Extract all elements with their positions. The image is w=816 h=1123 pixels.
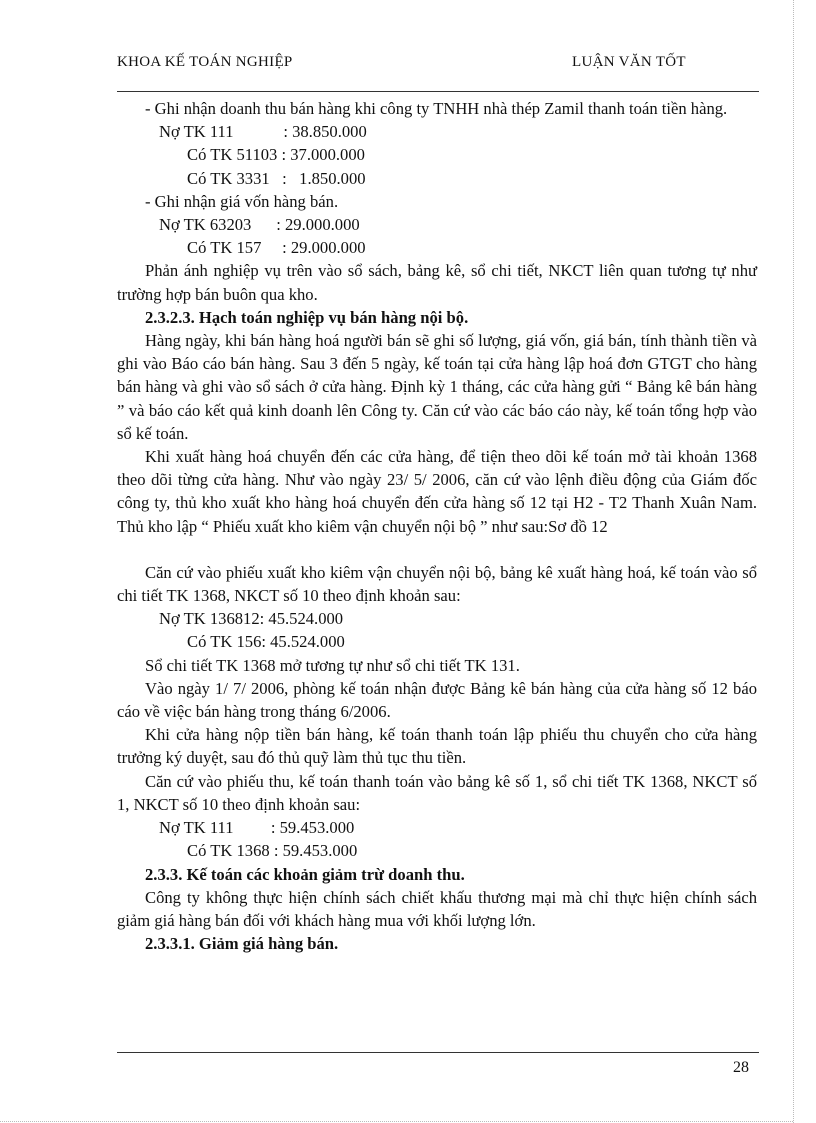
paragraph: Căn cứ vào phiếu thu, kế toán thanh toán vào bảng kê số 1, sổ chi tiết TK 1368, NKCT số 1, NKCT số 10 theo định khoản sau: xyxy=(117,771,757,814)
header-divider xyxy=(117,91,759,92)
diagram-placeholder-space xyxy=(117,538,757,561)
journal-entry-debit: Nợ TK 111 : 59.453.000 xyxy=(159,818,355,838)
paragraph: Công ty không thực hiện chính sách chiết khấu thương mại mà chỉ thực hiện chính sách giảm giá hàng bán đối với khách hàng mua với khối lượng lớn. xyxy=(117,887,757,930)
paragraph: - Ghi nhận giá vốn hàng bán. xyxy=(145,191,339,211)
footer-divider xyxy=(117,1052,759,1053)
journal-entry-credit: Có TK 1368 : 59.453.000 xyxy=(187,841,358,861)
page-edge-right xyxy=(793,0,794,1123)
paragraph: Sổ chi tiết TK 1368 mở tương tự như sổ chi tiết TK 131. xyxy=(145,655,520,675)
paragraph: Hàng ngày, khi bán hàng hoá người bán sẽ ghi số lượng, giá vốn, giá bán, tính thành tiền và ghi vào Báo cáo bán hàng. Sau 3 đến 5 ngày, kế toán tại cửa hàng lập hoá đơn GTGT cho hàng bán hàng và ghi vào sổ sách ở cửa hàng. Định kỳ 1 tháng, các cửa hàng gửi “ Bảng kê bán hàng ” và báo cáo kết quả kinh doanh lên Công ty. Căn cứ vào các báo cáo này, kế toán tổng hợp vào sổ kế toán. xyxy=(117,331,757,443)
document-body xyxy=(117,97,757,955)
journal-entry-credit: Có TK 51103 : 37.000.000 xyxy=(187,145,365,165)
journal-entry-debit: Nợ TK 136812: 45.524.000 xyxy=(159,609,344,629)
paragraph: Vào ngày 1/ 7/ 2006, phòng kế toán nhận được Bảng kê bán hàng của cửa hàng số 12 báo cáo về việc bán hàng trong tháng 6/2006. xyxy=(117,678,757,722)
journal-entry-debit: Nợ TK 111 : 38.850.000 xyxy=(159,122,367,142)
journal-entry-credit: Có TK 156: 45.524.000 xyxy=(187,632,345,652)
paragraph: Căn cứ vào phiếu xuất kho kiêm vận chuyển nội bộ, bảng kê xuất hàng hoá, kế toán vào sổ chi tiết TK 1368, NKCT số 10 theo định khoản sau: xyxy=(117,562,757,606)
subsection-heading: 2.3.3.1. Giảm giá hàng bán. xyxy=(145,934,339,954)
paragraph: Khi cửa hàng nộp tiền bán hàng, kế toán thanh toán lập phiếu thu chuyển cho cửa hàng trưởng ký duyệt, sau đó thủ quỹ làm thủ tục thu tiền. xyxy=(117,725,757,768)
page-edge-bottom xyxy=(0,1121,793,1122)
journal-entry-credit: Có TK 3331 : 1.850.000 xyxy=(187,168,366,188)
header-thesis-label: LUẬN VĂN TỐT xyxy=(572,54,686,70)
paragraph: Khi xuất hàng hoá chuyển đến các cửa hàng, để tiện theo dõi kế toán mở tài khoản 1368 theo dõi từng cửa hàng. Như vào ngày 23/ 5/ 2006, căn cứ vào lệnh điều động của Giám đốc công ty, thủ kho xuất kho hàng hoá chuyển đến cửa hàng số 12 tại H2 - T2 Thanh Xuân Nam. Thủ kho lập “ Phiếu xuất kho kiêm vận chuyển nội bộ ” như sau:Sơ đồ 12 xyxy=(117,447,757,536)
page-number: 28 xyxy=(733,1059,749,1076)
journal-entry-debit: Nợ TK 63203 : 29.000.000 xyxy=(159,215,360,235)
section-heading: 2.3.3. Kế toán các khoản giảm trừ doanh thu. xyxy=(145,864,465,884)
section-heading: 2.3.2.3. Hạch toán nghiệp vụ bán hàng nội bộ. xyxy=(145,307,469,327)
paragraph: Phản ánh nghiệp vụ trên vào sổ sách, bảng kê, sổ chi tiết, NKCT liên quan tương tự như trường hợp bán buôn qua kho. xyxy=(117,261,757,304)
header-faculty: KHOA KẾ TOÁN NGHIỆP xyxy=(117,54,293,70)
paragraph: - Ghi nhận doanh thu bán hàng khi công ty TNHH nhà thép Zamil thanh toán tiền hàng. xyxy=(145,99,728,118)
journal-entry-credit: Có TK 157 : 29.000.000 xyxy=(187,238,366,258)
